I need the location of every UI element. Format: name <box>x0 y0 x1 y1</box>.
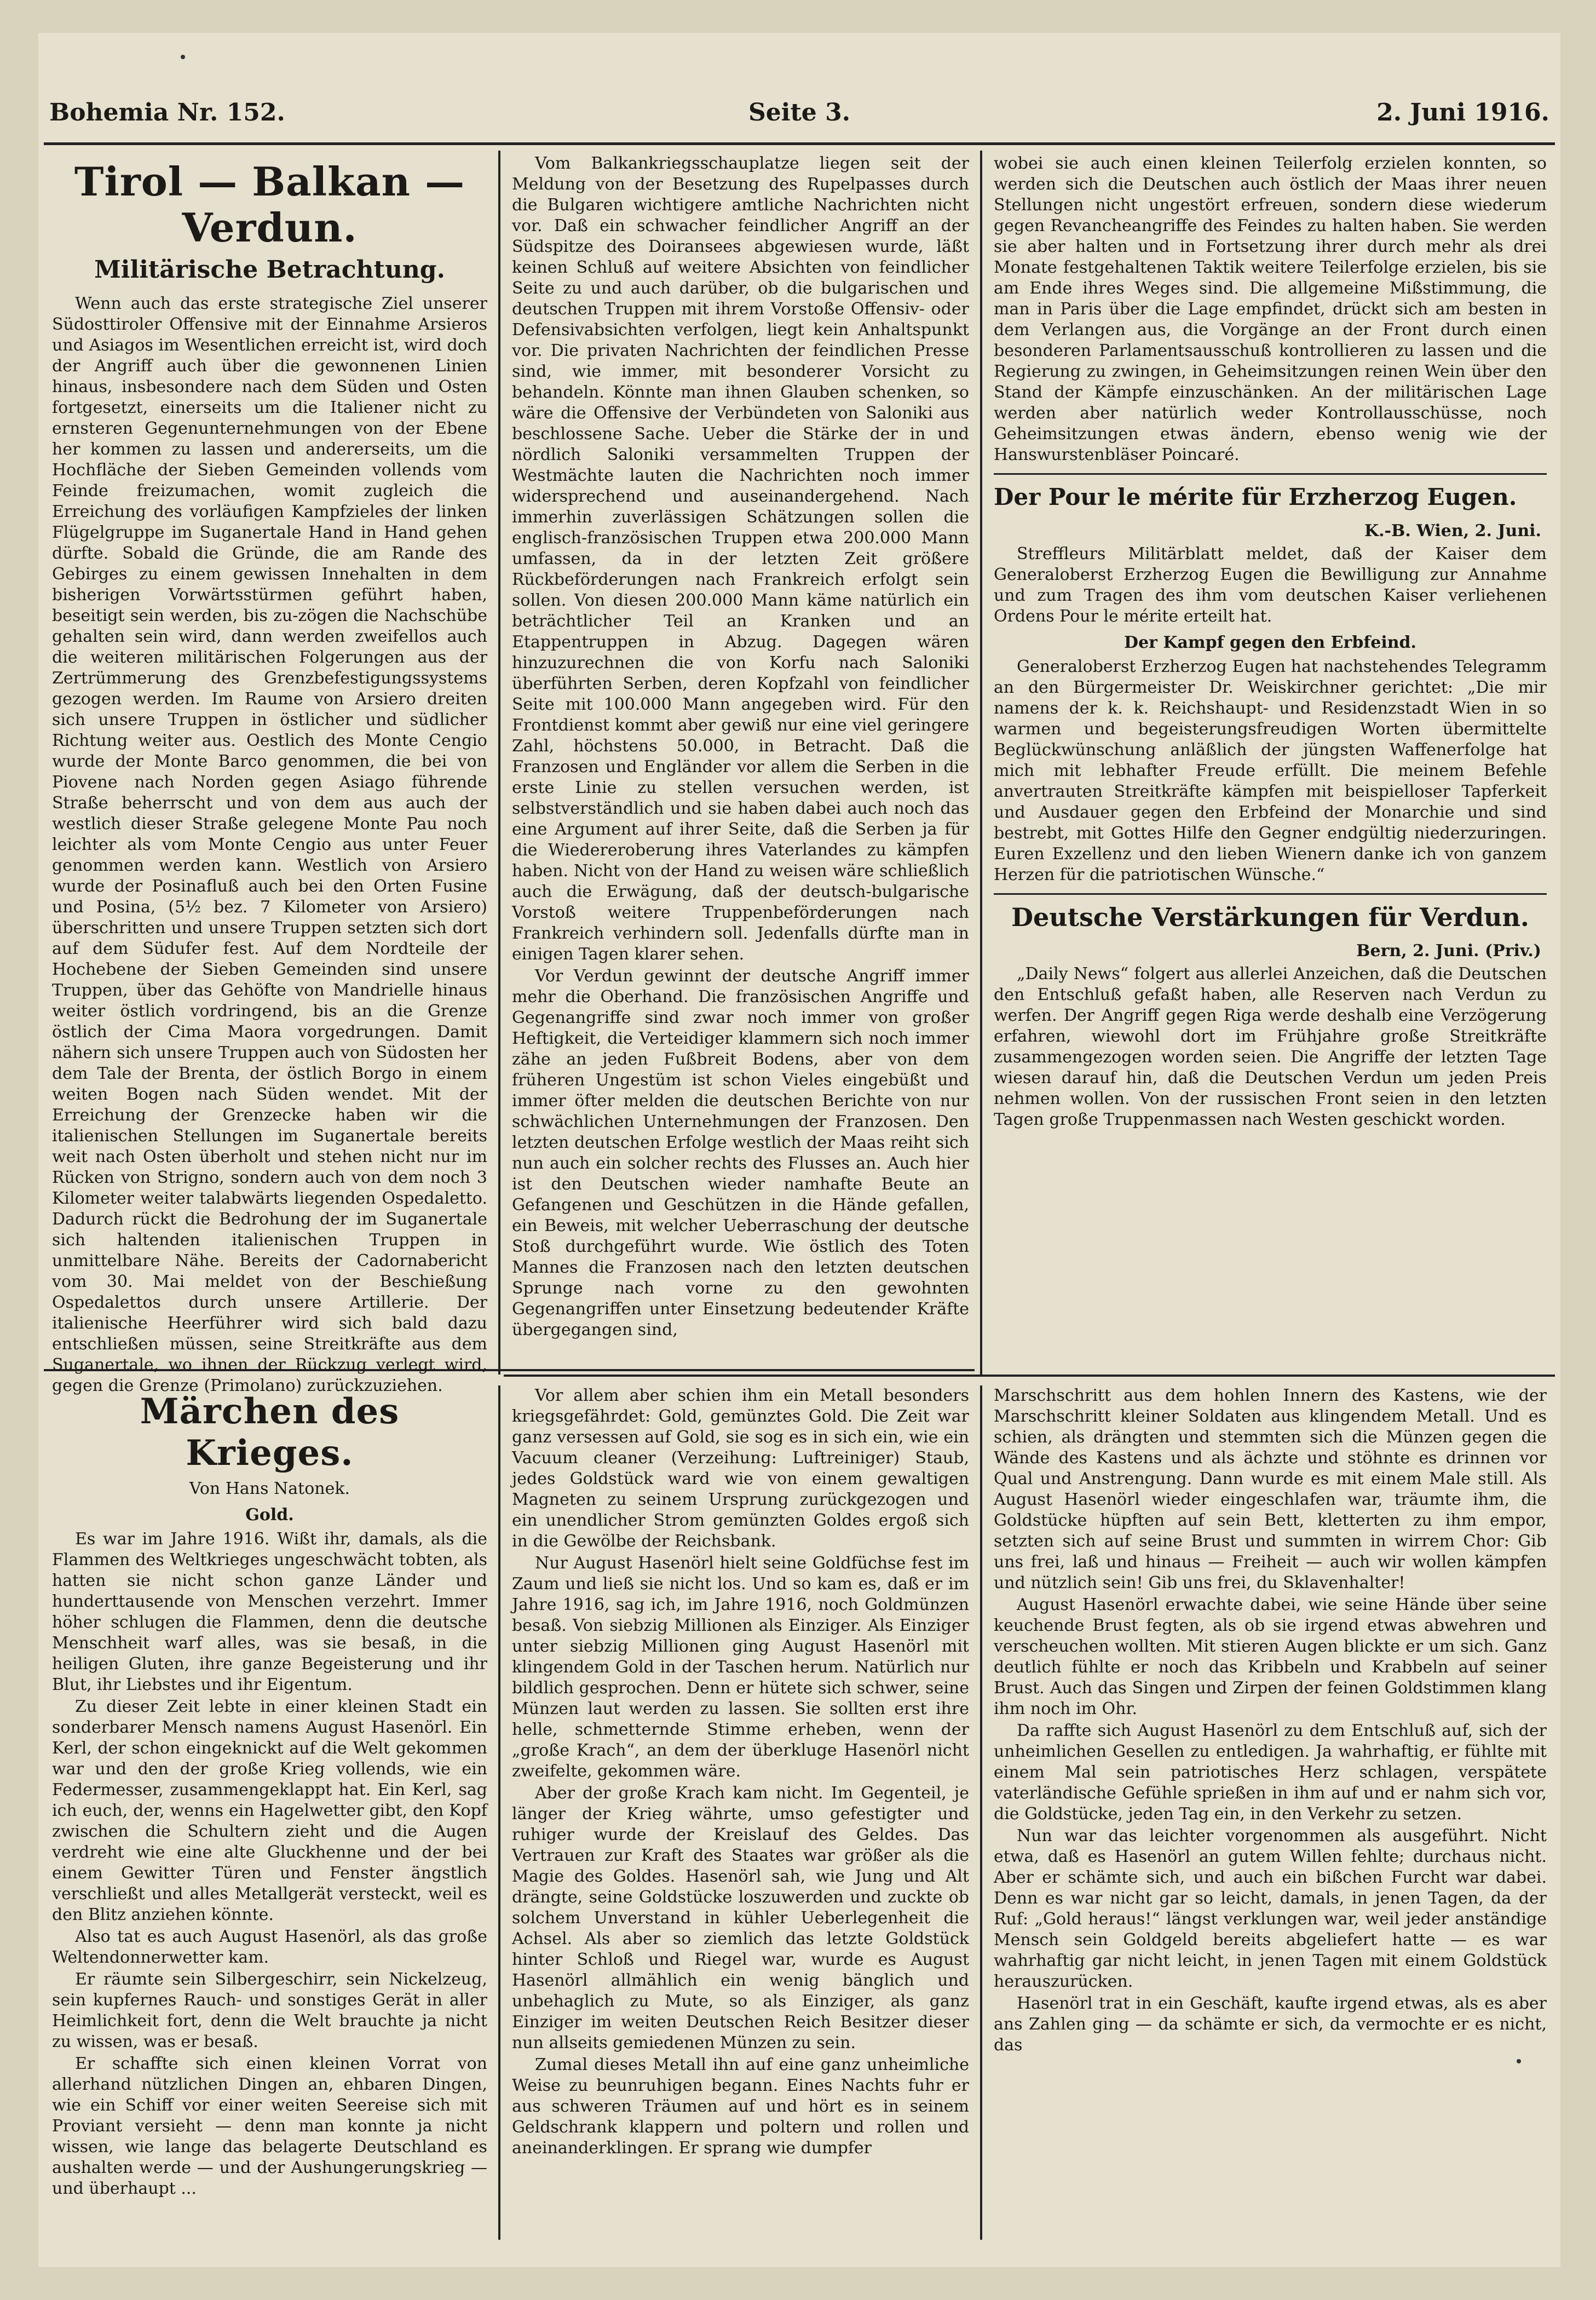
column-3-top <box>988 153 1552 1364</box>
feuilleton-byline: Von Hans Natonek. <box>189 1479 350 1498</box>
article-title-pour-le-merite: Der Pour le mérite für Erzherzog Eugen. <box>994 484 1517 510</box>
feuilleton-paragraph: August Hasenörl erwachte dabei, wie seine Hände über seine keuchende Brust fegten, als ob sie irgend etwas abwehren und verscheuchen wollten. Mit stieren Augen blickte er um sich. Ganz deutlich fühlte er noch das Kribbeln und Krabbeln auf seiner Brust. Auch das Singen und Zirpen der feinen Goldstimmen klang ihm noch im Ohr. <box>994 1595 1547 1718</box>
feuilleton-paragraph: Er räumte sein Silbergeschirr, sein Nickelzeug, sein kupfernes Rauch- und sonstiges Gerät in aller Heimlichkeit fort, denn die Welt brauchte ja nicht zu wissen, was er besaß. <box>52 1970 487 2051</box>
column-rule-1 <box>498 151 500 1375</box>
article-title-tirol: Tirol — Balkan — Verdun. <box>74 158 465 251</box>
column-rule-2 <box>980 151 982 1375</box>
header-rule <box>44 142 1555 145</box>
article-title-verstaerkungen: Deutsche Verstärkungen für Verdun. <box>1011 902 1529 932</box>
page-header <box>38 99 1560 148</box>
column-rule-3 <box>498 1385 500 2240</box>
feuilleton-paragraph: Also tat es auch August Hasenörl, als das große Weltendonnerwetter kam. <box>52 1927 487 1967</box>
feuilleton-paragraph: Da raffte sich August Hasenörl zu dem Entschluß auf, sich der unheimlichen Gesellen zu entledigen. Ja wahrhaftig, er fühlte mit einem Mal sein patriotisches Herz schlagen, verspätete vaterländische Gefühle sprießen in ihm auf und er nahm sich vor, die Goldstücke, jeden Tag ein, in den Verkehr zu setzen. <box>994 1721 1547 1824</box>
header-publication: Bohemia Nr. 152. <box>49 99 285 127</box>
header-page-number: Seite 3. <box>748 99 851 127</box>
feuilleton-column-1 <box>47 1385 493 2240</box>
column-1-top <box>47 153 493 1395</box>
article-paragraph: Streffleurs Militärblatt meldet, daß der Kaiser dem Generaloberst Erzherzog Eugen die Bewilligung zur Annahme und zum Tragen des ihm vom deutschen Kaiser verliehenen Ordens Pour le mérite erteilt hat. <box>994 544 1547 626</box>
article-subtitle-tirol: Militärische Betrachtung. <box>94 256 445 284</box>
column-2-top <box>506 153 975 1364</box>
header-date: 2. Juni 1916. <box>1376 99 1549 127</box>
paper-speck <box>1517 2059 1521 2063</box>
feuilleton-paragraph: Aber der große Krach kam nicht. Im Gegenteil, je länger der Krieg währte, umso gefestigter und ruhiger wurde der Kreislauf des Geldes. Das Vertrauen zur Kraft des Staates war größer als die Magie des Goldes. Hasenörl sah, wie Jung und Alt drängte, seine Goldstücke loszuwerden und zuckte ob solchem Unverstand in kühler Ueberlegenheit die Achsel. Als aber so ziemlich das letzte Goldstück hinter Schloß und Riegel war, wurde es August Hasenörl allmählich ein wenig bänglich und unbehaglich zu Mute, so als Einziger, als ganz Einziger im weiten Deutschen Reich Besitzer dieser nun allseits gemiedenen Münzen zu sein. <box>512 1784 969 2052</box>
dateline-bern: Bern, 2. Juni. (Priv.) <box>1356 941 1541 961</box>
feuilleton-paragraph: Zumal dieses Metall ihn auf eine ganz unheimliche Weise zu beunruhigen begann. Eines Nachts fuhr er aus schweren Träumen auf und hört es in seinem Geldschrank klappern und poltern und rollen und aneinanderklingen. Er sprang wie dumpfer <box>512 2055 969 2158</box>
article-paragraph: Vor Verdun gewinnt der deutsche Angriff immer mehr die Oberhand. Die französischen Angriffe und Gegenangriffe sind zwar noch immer von großer Heftigkeit, die Verteidiger klammern sich noch immer zähe an jeden Fußbreit Bodens, aber von dem früheren Ungestüm ist schon Vieles eingebüßt und immer öfter melden die deutschen Berichte von nur schwächlichen Unternehmungen der Franzosen. Den letzten deutschen Erfolge westlich der Maas reiht sich nun auch ein solcher rechts des Flusses an. Auch hier ist den Deutschen wieder namhafte Beute an Gefangenen und Geschützen in die Hände gefallen, ein Beweis, mit welcher Ueberraschung der deutsche Stoß durchgeführt wurde. Wie östlich des Toten Mannes die Franzosen nach den letzten deutschen Sprunge nach vorne zu den gewohnten Gegenangriffen unter Einsetzung bedeutender Kräfte übergegangen sind, <box>512 967 969 1339</box>
feuilleton-title: Märchen des Krieges. <box>140 1391 400 1474</box>
newspaper-page <box>38 33 1560 2267</box>
section-rule <box>994 473 1547 475</box>
column-rule-4 <box>980 1385 982 2240</box>
section-rule <box>994 893 1547 895</box>
article-paragraph: „Daily News“ folgert aus allerlei Anzeichen, daß die Deutschen den Entschluß gefaßt haben, alle Reserven nach Verdun zu werfen. Der Angriff gegen Riga werde deshalb eine Verzögerung erfahren, wiewohl dort im Frühjahre große Streitkräfte zusammengezogen worden seien. Die Angriffe der letzten Tage wiesen darauf hin, daß die Deutschen Verdun um jeden Preis nehmen wollen. Von der russischen Front seien in den letzten Tagen große Truppenmassen nach Westen geschickt worden. <box>994 964 1547 1129</box>
subhead-erbfeind: Der Kampf gegen den Erbfeind. <box>1124 633 1416 652</box>
feuilleton-paragraph: Es war im Jahre 1916. Wißt ihr, damals, als die Flammen des Weltkrieges ungeschwächt tobten, als hatten sie nicht schon ganze Länder und hunderttausende von Menschen verzehrt. Immer höher schlugen die Flammen, denn die deutsche Menschheit warf alles, was sie besaß, in die heiligen Gluten, ihre ganze Begeisterung und ihr Blut, ihr Liebstes und ihr Eigentum. <box>52 1530 487 1694</box>
article-paragraph: Wenn auch das erste strategische Ziel unserer Südosttiroler Offensive mit der Einnahme Arsieros und Asiagos im Wesentlichen erreicht ist, wird doch der Angriff auch über die gewonnenen Linien hinaus, insbesondere nach dem Süden und Osten fortgesetzt, einerseits um die Italiener nicht zu ernsteren Gegenunternehmungen von der Ebene her kommen zu lassen und andererseits, um die Hochfläche der Sieben Gemeinden vollends vom Feinde freizumachen, womit zugleich die Erreichung des vorläufigen Kampfzieles der linken Flügelgruppe im Suganertale Hand in Hand gehen dürfte. Sobald die Gründe, die am Rande des Gebirges zu einem gewissen Innehalten in dem bisherigen Vorwärtsstürmen geführt haben, beseitigt sein werden, bis zu-zögen die Nachschübe gehalten sein wird, dann werden zweifellos auch die weiteren militärischen Folgerungen aus der Zertrümmerung des Grenzbefestigungssystems gezogen werden. Im Raume von Arsiero dreiten sich unsere Truppen in östlicher und südlicher Richtung weiter aus. Oestlich des Monte Cengio wurde der Monte Barco genommen, die bei von Piovene nach Norden gegen Asiago führende Straße beherrscht und von dem aus auch der westlich dieser Straße gelegene Monte Pau noch leichter als vom Monte Cengio aus unter Feuer genommen werden kann. Westlich von Arsiero wurde der Posinafluß auch bei den Orten Fusine und Posina, (5½ bez. 7 Kilometer von Arsiero) überschritten und unsere Truppen setzten sich dort auf dem Südufer fest. Auf dem Nordteile der Hochebene der Sieben Gemeinden sind unsere Truppen, über das Gehöfte von Mandrielle hinaus weiter östlich vordringend, bis an die Grenze östlich der Cima Maora vorgedrungen. Damit nähern sich unsere Truppen auch von Südosten her dem Tale der Brenta, der östlich Borgo in einem weiten Bogen nach Süden wendet. Mit der Erreichung der Grenzecke haben wir die italienischen Stellungen im Suganertale bereits weit nach Osten überholt und stehen nicht nur im Rücken von Strigno, sondern auch von dem noch 3 Kilometer weiter talabwärts liegenden Ospedaletto. Dadurch rückt die Bedrohung der im Suganertale sich haltenden italienischen Truppen in unmittelbare Nähe. Bereits der Cadornabericht vom 30. Mai meldet von der Beschießung Ospedalettos durch unsere Artillerie. Der italienische Heerführer wird sich bald dazu entschließen müssen, seine Streitkräfte aus dem Suganertale, wo ihnen der Rückzug verlegt wird, gegen die Grenze (Primolano) zurückzuziehen. <box>52 294 487 1395</box>
article-paragraph: wobei sie auch einen kleinen Teilerfolg erzielen konnten, so werden sich die Deutschen auch östlich der Maas ihrer neuen Stellungen nicht ungestört erfreuen, sondern diese wiederum gegen Revancheangriffe des Feindes zu halten haben. Sie werden sie aber halten und in Fortsetzung ihrer durch mehr als drei Monate festgehaltenen Taktik weitere Teilerfolge erzielen, bis sie am Ende ihres Weges sind. Die allgemeine Mißstimmung, die man in Paris über die Lage empfindet, drückt sich am besten in dem Verlangen aus, die Vorgänge an der Front durch einen besonderen Parlamentsausschuß kontrollieren zu lassen und die Regierung zu zwingen, in Geheimsitzungen reinen Wein über den Stand der Kämpfe einzuschänken. An der militärischen Lage werden aber natürlich weder Kontrollausschüsse, noch Geheimsitzungen etwas ändern, ebenso wenig wie der Hanswurstenbläser Poincaré. <box>994 154 1547 464</box>
feuilleton-rule-right <box>504 1375 1555 1377</box>
feuilleton-paragraph: Nur August Hasenörl hielt seine Goldfüchse fest im Zaum und ließ sie nicht los. Und so kam es, daß er im Jahre 1916, sag ich, im Jahre 1916, noch Goldmünzen besaß. Von siebzig Millionen als Einziger. Als Einziger unter siebzig Millionen ging August Hasenörl mit klingendem Gold in der Taschen herum. Natürlich nur bildlich gesprochen. Denn er hütete sich schwer, seine Münzen laut werden zu lassen. Sie sollten erst ihre helle, schmetternde Stimme erheben, wenn der „große Krach“, an dem der überkluge Hasenörl nicht zweifelte, gekommen wäre. <box>512 1554 969 1781</box>
article-paragraph: Vom Balkankriegsschauplatze liegen seit der Meldung von der Besetzung des Rupelpasses durch die Bulgaren wichtigere amtliche Nachrichten nicht vor. Daß ein schwacher feindlicher Angriff an der Südspitze des Doiransees abgewiesen wurde, läßt keinen Schluß auf weitere Absichten von feindlicher Seite zu und auch darüber, ob die bulgarischen und deutschen Truppen mit ihrem Vorstoße Offensiv- oder Defensivabsichten verfolgen, liegt kein Anhaltspunkt vor. Die privaten Nachrichten der feindlichen Presse sind, wie immer, mit besonderer Vorsicht zu behandeln. Könnte man ihnen Glauben schenken, so wäre die Offensive der Verbündeten von Saloniki aus beschlossene Sache. Ueber die Stärke der in und nördlich Saloniki versammelten Truppen der Westmächte lauten die Nachrichten noch immer widersprechend und auseinandergehend. Nach immerhin zuverlässigen Schätzungen sollen die englisch-französischen Truppen etwa 200.000 Mann umfassen, da in der letzten Zeit größere Rückbeförderungen nach Frankreich erfolgt sein sollen. Von diesen 200.000 Mann käme natürlich ein beträchtlicher Teil an Kranken und an Etappentruppen in Abzug. Dagegen wären hinzuzurechnen die von Korfu nach Saloniki überführten Serben, deren Kopfzahl von feindlicher Seite mit 100.000 Mann angegeben wird. Für den Frontdienst kommt aber gewiß nur eine viel geringere Zahl, höchstens 50.000, in Betracht. Daß die Franzosen und Engländer vor allem die Serben in die erste Linie zu stellen versuchen werden, ist selbstverständlich und sie haben dabei auch noch das eine Argument auf ihrer Seite, daß die Serben ja für die Wiedereroberung ihres Vaterlandes zu kämpfen haben. Nicht von der Hand zu weisen wäre schließlich auch die Erwägung, daß der deutsch-bulgarische Vorstoß weitere Truppenbeförderungen nach Frankreich verhindern soll. Jedenfalls dürfte man in einigen Tagen klarer sehen. <box>512 154 969 964</box>
paper-speck <box>181 55 185 59</box>
feuilleton-paragraph: Marschschritt aus dem hohlen Innern des Kastens, wie der Marschschritt kleiner Soldaten aus klingendem Metall. Und es schien, als drängten und stemmten sich die Münzen gegen die Wände des Kastens und als ächzte und stöhnte es drinnen vor Qual und Anstrengung. Dann wurde es mit einem Male still. Als August Hasenörl wieder eingeschlafen war, träumte ihm, die Goldstücke hüpften auf sein Bett, kletterten zu ihm empor, setzten sich auf seine Brust und summten in wirrem Chor: Gib uns frei, laß und hinaus — Freiheit — auch wir wollen kämpfen und nützlich sein! Gib uns frei, du Sklavenhalter! <box>994 1386 1547 1592</box>
feuilleton-subhead: Gold. <box>245 1505 294 1525</box>
feuilleton-column-3 <box>988 1385 1552 2240</box>
feuilleton-paragraph: Vor allem aber schien ihm ein Metall besonders kriegsgefährdet: Gold, gemünztes Gold. Die Zeit war ganz versessen auf Gold, sie sog es in sich ein, wie ein Vacuum cleaner (Verzeihung: Luftreiniger) Staub, jedes Goldstück ward wie von einem gewaltigen Magneten zu seinem Ursprung zurückgezogen und ein unendlicher Strom gemünzten Goldes ergoß sich in die Gewölbe der Reichsbank. <box>512 1386 969 1551</box>
feuilleton-paragraph: Nun war das leichter vorgenommen als ausgeführt. Nicht etwa, daß es Hasenörl an gutem Willen fehlte; durchaus nicht. Aber er schämte sich, und auch ein bißchen Furcht war dabei. Denn es war nicht gar so leicht, damals, in jenen Tagen, da der Ruf: „Gold heraus!“ längst verklungen war, weil jeder anständige Mensch sein Goldgeld bereits abgeliefert hatte — es war wahrhaftig gar nicht leicht, in jenen Tagen mit einem Goldstück herauszurücken. <box>994 1826 1547 1991</box>
feuilleton-column-2 <box>506 1385 975 2240</box>
feuilleton-paragraph: Hasenörl trat in ein Geschäft, kaufte irgend etwas, als es aber ans Zahlen ging — da schämte er sich, da vermochte er es nicht, das <box>994 1994 1547 2055</box>
feuilleton-paragraph: Er schaffte sich einen kleinen Vorrat von allerhand nützlichen Dingen an, ehbaren Dingen, wie ein Schiff vor einer weiten Seereise sich mit Proviant versieht — denn man konnte ja nicht wissen, wie lange das belagerte Deutschland es aushalten werde — und der Aushungerungskrieg — und überhaupt ... <box>52 2054 487 2198</box>
dateline-wien: K.-B. Wien, 2. Juni. <box>1364 521 1541 540</box>
article-paragraph: Generaloberst Erzherzog Eugen hat nachstehendes Telegramm an den Bürgermeister Dr. Weiskirchner gerichtet: „Die mir namens der k. k. Reichshaupt- und Residenzstadt Wien in so warmen und begeisterungsfreudigen Worten übermittelte Beglückwünschung anläßlich der jüngsten Waffenerfolge hat mich mit lebhafter Freude erfüllt. Die meinem Befehle anvertrauten Streitkräfte kämpfen mit beispielloser Tapferkeit und Ausdauer gegen den Erbfeind der Monarchie und sind bestrebt, mit Gottes Hilfe den Gegner endgültig niederzuringen. Euren Exzellenz und den lieben Wienern danke ich von ganzem Herzen für die patriotischen Wünsche.“ <box>994 657 1547 884</box>
feuilleton-paragraph: Zu dieser Zeit lebte in einer kleinen Stadt ein sonderbarer Mensch namens August Hasenörl. Ein Kerl, der schon eingeknickt auf die Welt gekommen war und den der große Krieg vollends, wie ein Federmesser, zusammengeklappt hat. Ein Kerl, sag ich euch, der, wenns ein Hagelwetter gibt, den Kopf zwischen die Schultern zieht und die Augen verdreht wie eine alte Gluckhenne und der bei einem Gewitter Türen und Fenster ängstlich verschließt und alles Metallgerät versteckt, weil es den Blitz anziehen könnte. <box>52 1697 487 1924</box>
